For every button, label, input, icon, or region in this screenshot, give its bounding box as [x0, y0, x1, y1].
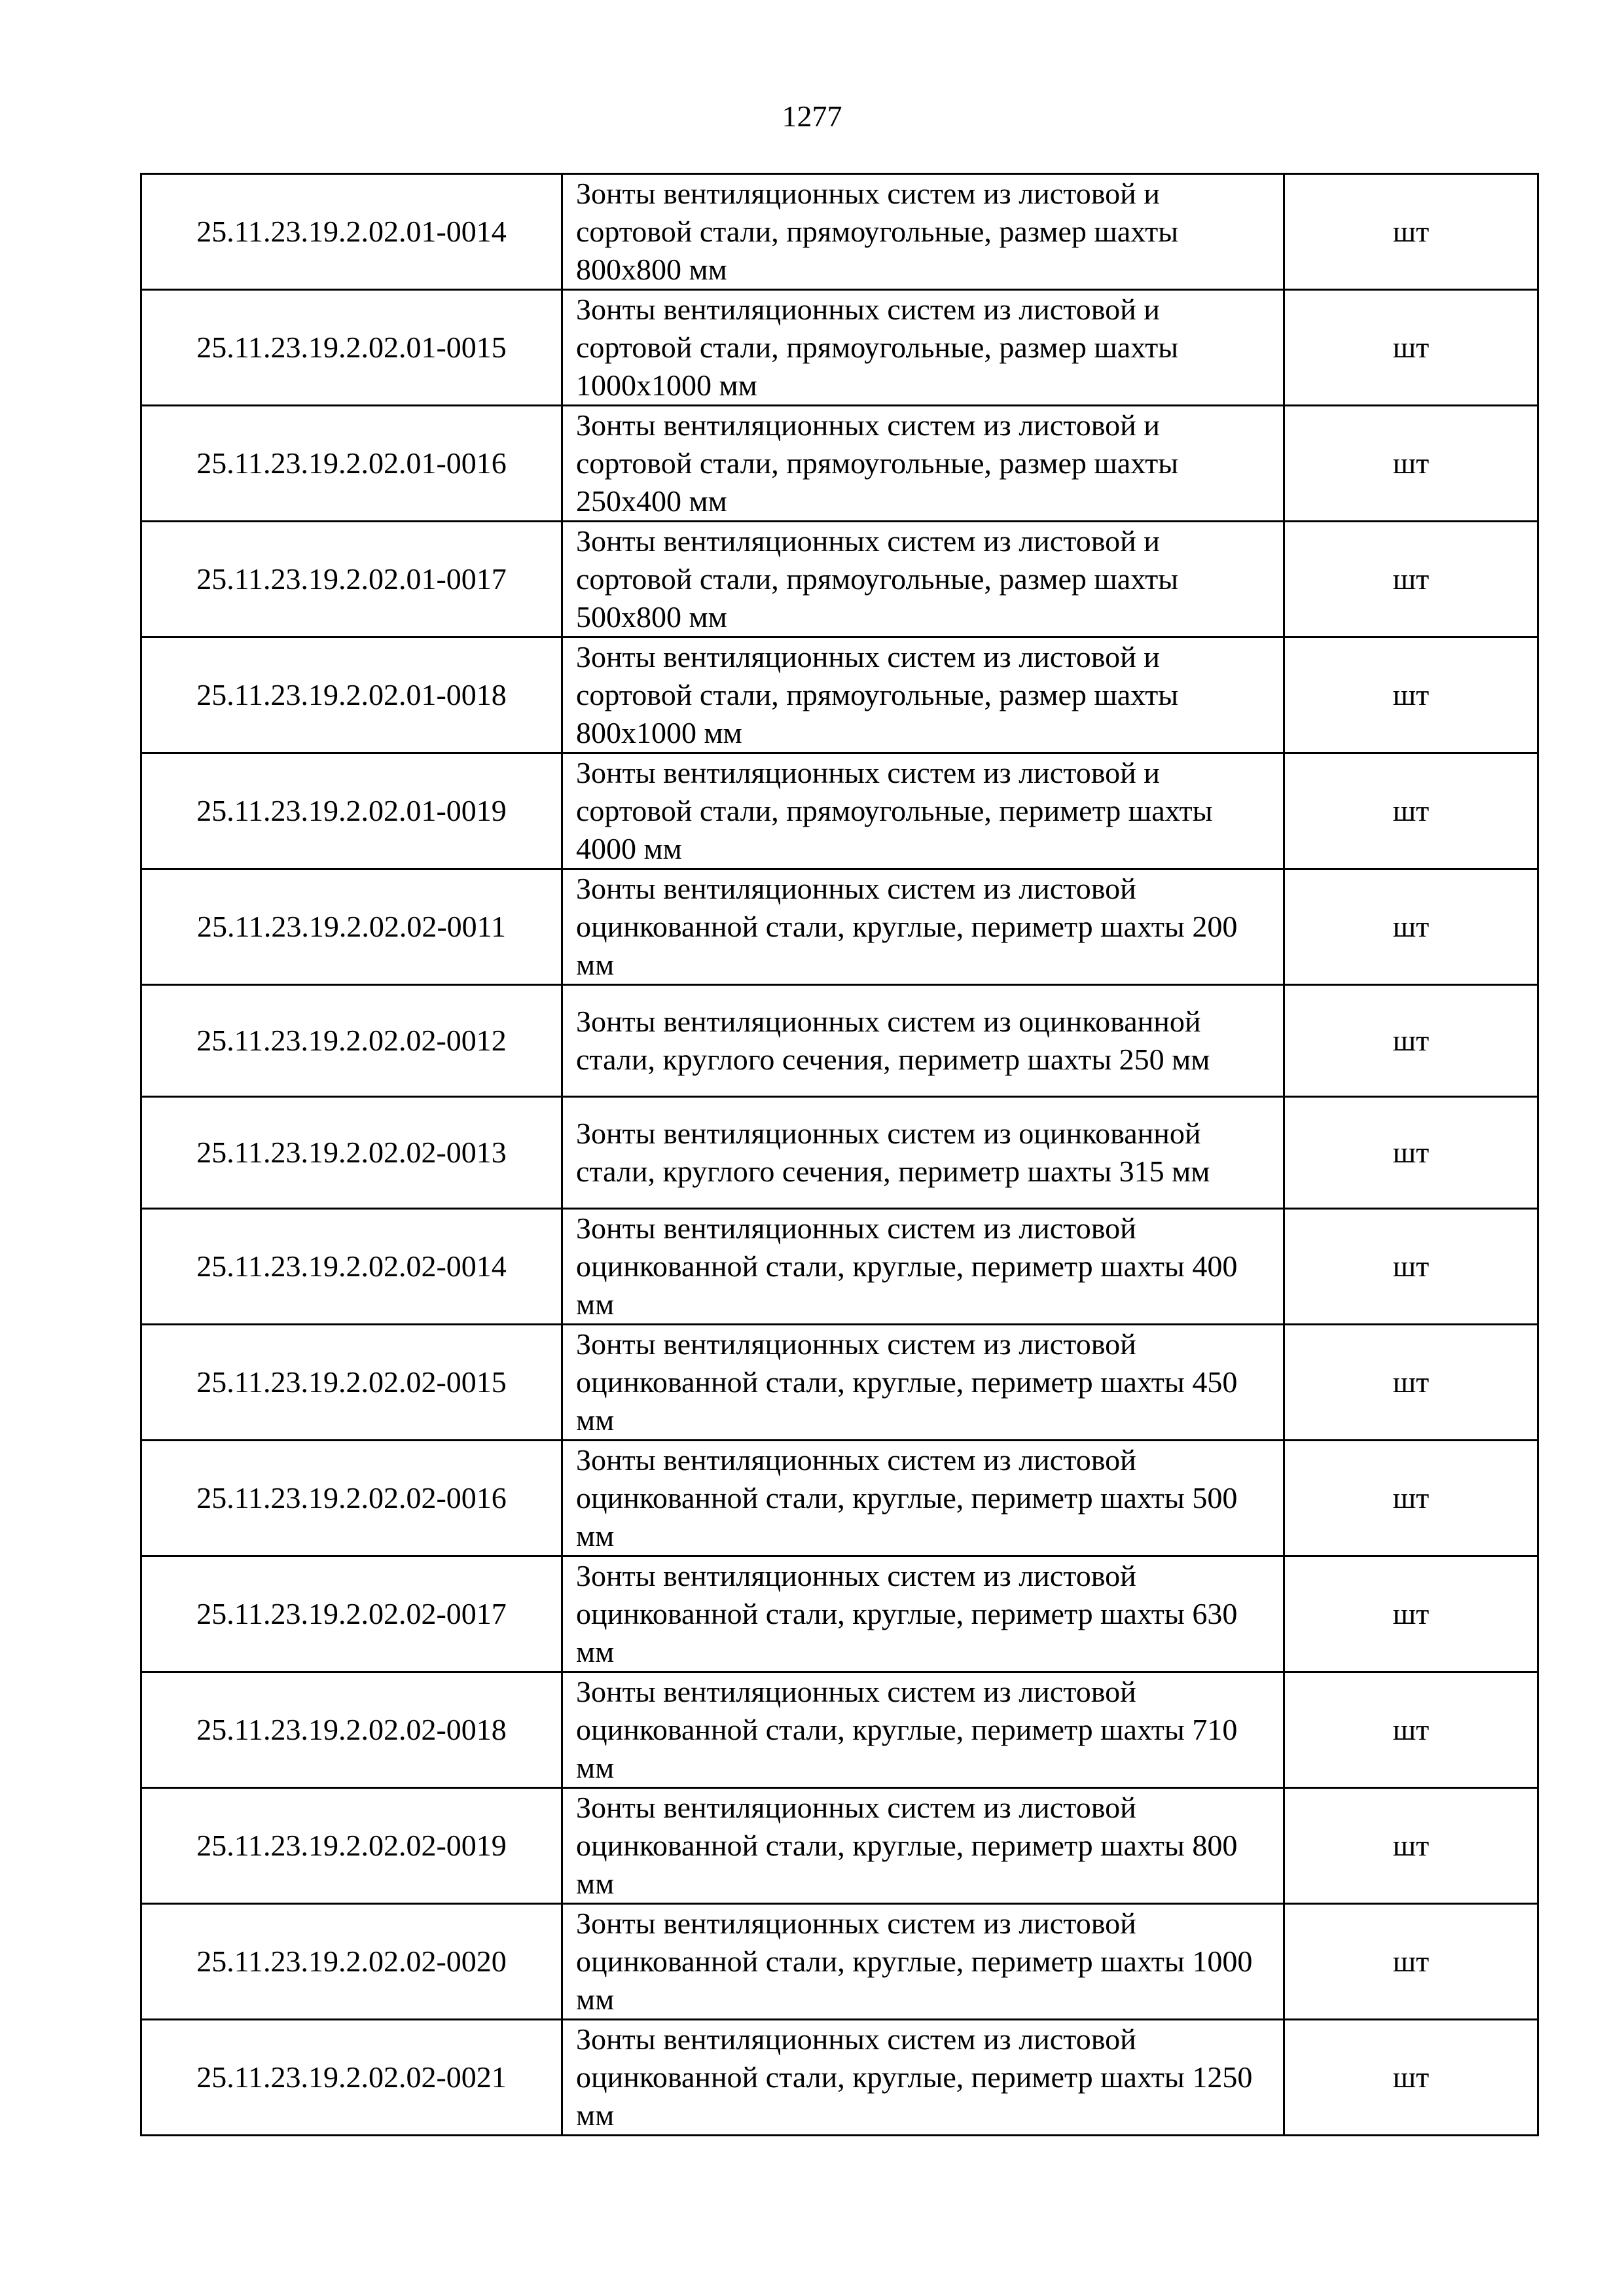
item-unit: шт	[1284, 1904, 1538, 2020]
item-unit: шт	[1284, 174, 1538, 290]
item-code: 25.11.23.19.2.02.02-0019	[141, 1788, 562, 1904]
item-unit: шт	[1284, 1209, 1538, 1325]
item-description: Зонты вентиляционных систем из листовой и сортовой стали, прямоугольные, размер шахты 800х800 мм	[562, 174, 1284, 290]
item-code: 25.11.23.19.2.02.02-0015	[141, 1325, 562, 1441]
item-unit: шт	[1284, 869, 1538, 985]
item-description: Зонты вентиляционных систем из листовой оцинкованной стали, круглые, периметр шахты 500 мм	[562, 1441, 1284, 1556]
item-unit: шт	[1284, 637, 1538, 753]
item-code: 25.11.23.19.2.02.02-0012	[141, 985, 562, 1097]
item-description: Зонты вентиляционных систем из листовой оцинкованной стали, круглые, периметр шахты 400 мм	[562, 1209, 1284, 1325]
item-code: 25.11.23.19.2.02.01-0017	[141, 522, 562, 637]
item-description: Зонты вентиляционных систем из листовой и сортовой стали, прямоугольные, размер шахты 1000х1000 мм	[562, 290, 1284, 406]
item-unit: шт	[1284, 2020, 1538, 2136]
table-row	[141, 1441, 1538, 1556]
item-code: 25.11.23.19.2.02.01-0018	[141, 637, 562, 753]
item-unit: шт	[1284, 522, 1538, 637]
table-row	[141, 1788, 1538, 1904]
item-description: Зонты вентиляционных систем из оцинкованной стали, круглого сечения, периметр шахты 250 мм	[562, 985, 1284, 1097]
item-code: 25.11.23.19.2.02.02-0018	[141, 1672, 562, 1788]
item-code: 25.11.23.19.2.02.01-0015	[141, 290, 562, 406]
table-row	[141, 869, 1538, 985]
table-row	[141, 1904, 1538, 2020]
item-description: Зонты вентиляционных систем из листовой оцинкованной стали, круглые, периметр шахты 710 мм	[562, 1672, 1284, 1788]
table-row	[141, 1209, 1538, 1325]
table-row	[141, 174, 1538, 290]
item-code: 25.11.23.19.2.02.02-0021	[141, 2020, 562, 2136]
catalog-table-body	[141, 174, 1538, 2136]
table-row	[141, 522, 1538, 637]
item-code: 25.11.23.19.2.02.01-0019	[141, 753, 562, 869]
item-description: Зонты вентиляционных систем из листовой и сортовой стали, прямоугольные, размер шахты 500х800 мм	[562, 522, 1284, 637]
item-unit: шт	[1284, 1556, 1538, 1672]
item-code: 25.11.23.19.2.02.02-0020	[141, 1904, 562, 2020]
table-row	[141, 1556, 1538, 1672]
item-unit: шт	[1284, 985, 1538, 1097]
item-code: 25.11.23.19.2.02.02-0016	[141, 1441, 562, 1556]
item-code: 25.11.23.19.2.02.02-0011	[141, 869, 562, 985]
item-description: Зонты вентиляционных систем из листовой оцинкованной стали, круглые, периметр шахты 450 мм	[562, 1325, 1284, 1441]
item-description: Зонты вентиляционных систем из листовой оцинкованной стали, круглые, периметр шахты 630 мм	[562, 1556, 1284, 1672]
table-row	[141, 985, 1538, 1097]
table-row	[141, 753, 1538, 869]
item-unit: шт	[1284, 753, 1538, 869]
page-number: 1277	[782, 99, 842, 133]
item-unit: шт	[1284, 290, 1538, 406]
item-code: 25.11.23.19.2.02.01-0016	[141, 406, 562, 522]
table-row	[141, 1097, 1538, 1209]
item-code: 25.11.23.19.2.02.02-0017	[141, 1556, 562, 1672]
catalog-table	[140, 173, 1539, 2136]
item-description: Зонты вентиляционных систем из листовой оцинкованной стали, круглые, периметр шахты 200 мм	[562, 869, 1284, 985]
item-unit: шт	[1284, 1097, 1538, 1209]
item-code: 25.11.23.19.2.02.01-0014	[141, 174, 562, 290]
item-unit: шт	[1284, 1788, 1538, 1904]
item-description: Зонты вентиляционных систем из листовой оцинкованной стали, круглые, периметр шахты 1000 мм	[562, 1904, 1284, 2020]
table-row	[141, 1325, 1538, 1441]
item-description: Зонты вентиляционных систем из листовой и сортовой стали, прямоугольные, размер шахты 800х1000 мм	[562, 637, 1284, 753]
table-row	[141, 406, 1538, 522]
item-description: Зонты вентиляционных систем из листовой оцинкованной стали, круглые, периметр шахты 800 мм	[562, 1788, 1284, 1904]
table-row	[141, 1672, 1538, 1788]
table-row	[141, 637, 1538, 753]
item-code: 25.11.23.19.2.02.02-0013	[141, 1097, 562, 1209]
item-unit: шт	[1284, 1325, 1538, 1441]
item-unit: шт	[1284, 1672, 1538, 1788]
item-unit: шт	[1284, 406, 1538, 522]
item-unit: шт	[1284, 1441, 1538, 1556]
item-code: 25.11.23.19.2.02.02-0014	[141, 1209, 562, 1325]
table-row	[141, 290, 1538, 406]
item-description: Зонты вентиляционных систем из листовой и сортовой стали, прямоугольные, периметр шахты 4000 мм	[562, 753, 1284, 869]
item-description: Зонты вентиляционных систем из листовой и сортовой стали, прямоугольные, размер шахты 250х400 мм	[562, 406, 1284, 522]
item-description: Зонты вентиляционных систем из листовой оцинкованной стали, круглые, периметр шахты 1250 мм	[562, 2020, 1284, 2136]
table-row	[141, 2020, 1538, 2136]
item-description: Зонты вентиляционных систем из оцинкованной стали, круглого сечения, периметр шахты 315 мм	[562, 1097, 1284, 1209]
